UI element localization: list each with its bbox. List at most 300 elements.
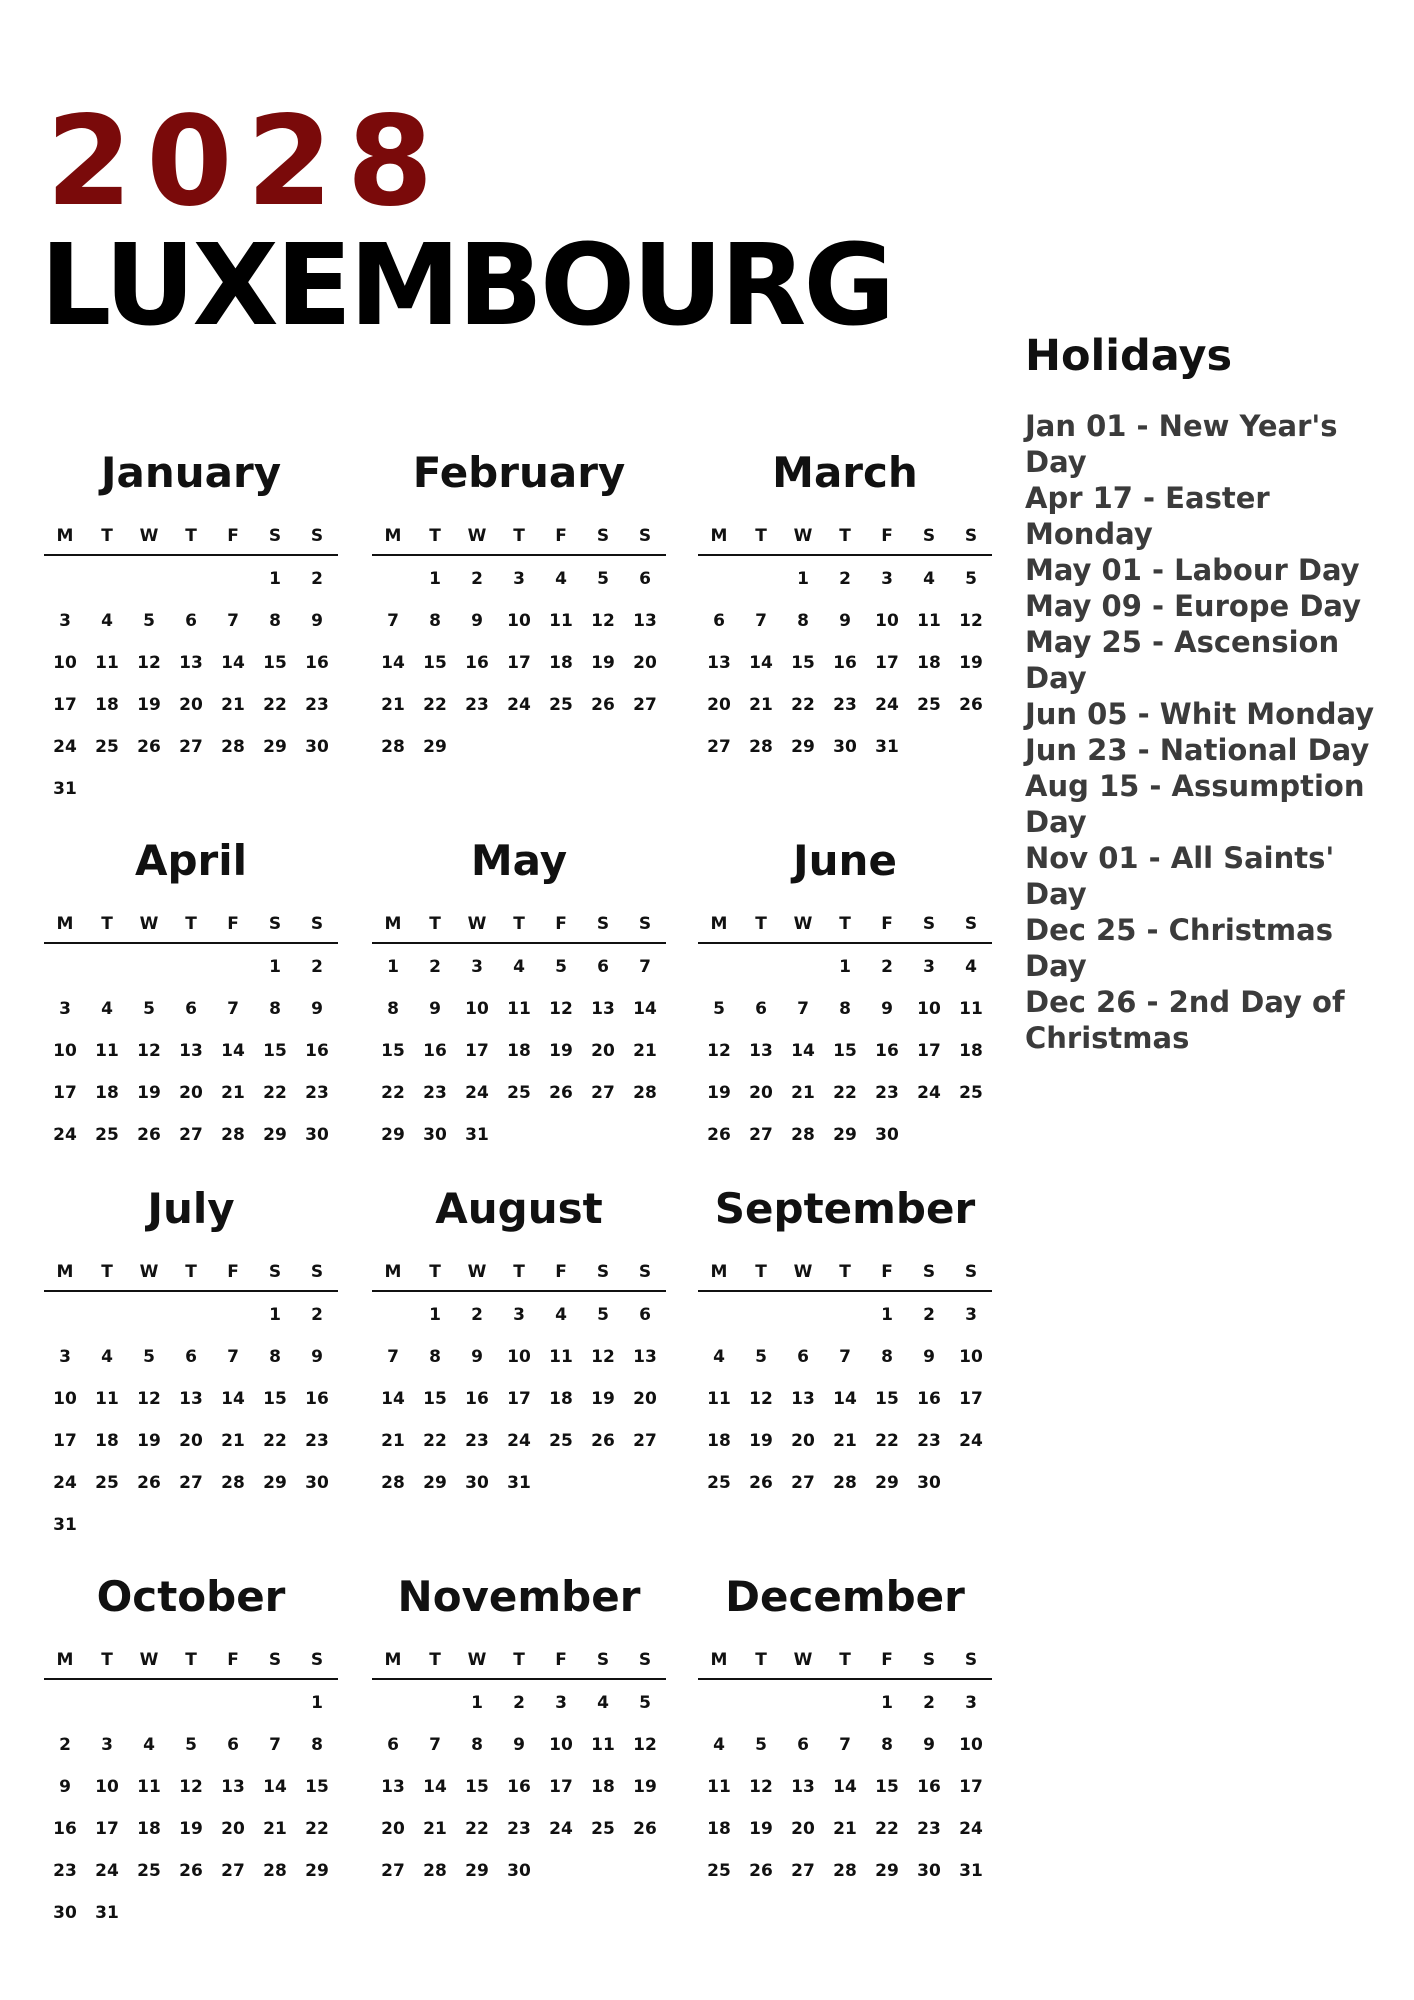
day-grid	[372, 1692, 666, 1902]
weekday-label: T	[185, 914, 197, 934]
day-cell: 30	[423, 1125, 447, 1145]
weekday-label: W	[467, 526, 487, 546]
day-cell: 9	[471, 611, 483, 631]
day-cell: 1	[387, 957, 399, 977]
day-cell: 25	[95, 1473, 119, 1493]
day-cell: 16	[875, 1041, 899, 1061]
day-cell: 16	[917, 1389, 941, 1409]
empty-cell	[86, 1692, 128, 1734]
weekday-label: T	[513, 1262, 525, 1282]
day-cell: 22	[465, 1819, 489, 1839]
weekday-label: M	[56, 526, 74, 546]
weekday-label: W	[139, 1262, 159, 1282]
day-cell: 21	[221, 1431, 245, 1451]
month-name: February	[412, 448, 626, 497]
day-cell: 8	[471, 1735, 483, 1755]
holiday-item: Jan 01 - New Year's Day	[1025, 409, 1338, 479]
day-cell: 19	[137, 695, 161, 715]
day-cell: 2	[59, 1735, 71, 1755]
empty-cell	[254, 1692, 296, 1734]
day-cell: 27	[179, 1473, 203, 1493]
day-cell: 5	[713, 999, 725, 1019]
day-cell: 6	[713, 611, 725, 631]
day-cell: 22	[875, 1431, 899, 1451]
day-cell: 10	[53, 1389, 77, 1409]
day-cell: 12	[591, 1347, 615, 1367]
day-cell: 9	[923, 1735, 935, 1755]
day-cell: 6	[797, 1735, 809, 1755]
day-cell: 4	[597, 1693, 609, 1713]
day-cell: 7	[639, 957, 651, 977]
holiday-item: May 01 - Labour Day	[1025, 553, 1360, 587]
weekday-label: T	[513, 1650, 525, 1670]
month-september	[698, 1184, 992, 1514]
day-cell: 28	[633, 1083, 657, 1103]
day-cell: 5	[597, 569, 609, 589]
day-cell: 8	[269, 1347, 281, 1367]
day-cell: 2	[471, 1305, 483, 1325]
day-cell: 8	[881, 1735, 893, 1755]
day-cell: 19	[591, 1389, 615, 1409]
day-cell: 8	[387, 999, 399, 1019]
day-cell: 24	[507, 1431, 531, 1451]
day-cell: 20	[179, 1431, 203, 1451]
day-cell: 20	[179, 1083, 203, 1103]
weekday-label: S	[268, 526, 282, 546]
holiday-item: Apr 17 - Easter Monday	[1025, 481, 1270, 551]
weekday-label: F	[227, 1650, 239, 1670]
empty-cell	[44, 568, 86, 610]
empty-cell	[212, 1692, 254, 1734]
day-cell: 16	[53, 1819, 77, 1839]
weekday-label: S	[638, 1262, 652, 1282]
day-cell: 7	[227, 999, 239, 1019]
day-cell: 25	[549, 1431, 573, 1451]
day-cell: 1	[311, 1693, 323, 1713]
day-cell: 10	[95, 1777, 119, 1797]
day-cell: 19	[749, 1819, 773, 1839]
weekday-label: M	[56, 1650, 74, 1670]
day-cell: 16	[507, 1777, 531, 1797]
empty-cell	[212, 956, 254, 998]
day-cell: 3	[923, 957, 935, 977]
day-cell: 3	[881, 569, 893, 589]
day-cell: 11	[95, 1389, 119, 1409]
day-cell: 18	[507, 1041, 531, 1061]
weekday-label: W	[139, 914, 159, 934]
day-cell: 20	[791, 1431, 815, 1451]
empty-cell	[824, 1692, 866, 1734]
day-cell: 24	[507, 695, 531, 715]
weekday-label: T	[755, 914, 767, 934]
day-cell: 11	[707, 1777, 731, 1797]
day-cell: 16	[917, 1777, 941, 1797]
day-cell: 7	[755, 611, 767, 631]
day-cell: 28	[381, 1473, 405, 1493]
day-cell: 4	[143, 1735, 155, 1755]
day-cell: 7	[227, 1347, 239, 1367]
day-cell: 24	[549, 1819, 573, 1839]
weekday-label: M	[56, 914, 74, 934]
weekday-header-row	[698, 1648, 992, 1680]
day-cell: 24	[95, 1861, 119, 1881]
day-cell: 2	[311, 569, 323, 589]
empty-cell	[128, 956, 170, 998]
empty-cell	[372, 1304, 414, 1346]
weekday-label: S	[922, 914, 936, 934]
month-august	[372, 1184, 666, 1514]
weekday-label: M	[384, 526, 402, 546]
day-cell: 6	[797, 1347, 809, 1367]
weekday-label: S	[922, 1262, 936, 1282]
day-cell: 12	[549, 999, 573, 1019]
weekday-label: T	[185, 1262, 197, 1282]
weekday-label: F	[881, 526, 893, 546]
day-cell: 2	[881, 957, 893, 977]
day-cell: 2	[311, 1305, 323, 1325]
weekday-label: S	[964, 914, 978, 934]
day-cell: 9	[881, 999, 893, 1019]
day-cell: 22	[791, 695, 815, 715]
day-cell: 25	[95, 737, 119, 757]
day-cell: 29	[263, 737, 287, 757]
day-cell: 23	[917, 1431, 941, 1451]
day-cell: 21	[833, 1431, 857, 1451]
day-cell: 11	[507, 999, 531, 1019]
weekday-header-row	[372, 1260, 666, 1292]
holiday-item: Jun 23 - National Day	[1025, 733, 1370, 767]
day-cell: 27	[791, 1861, 815, 1881]
day-cell: 6	[755, 999, 767, 1019]
day-cell: 11	[959, 999, 983, 1019]
weekday-label: W	[793, 914, 813, 934]
day-cell: 8	[881, 1347, 893, 1367]
day-cell: 28	[381, 737, 405, 757]
day-cell: 17	[875, 653, 899, 673]
day-cell: 23	[507, 1819, 531, 1839]
weekday-label: S	[964, 1650, 978, 1670]
weekday-label: T	[755, 1262, 767, 1282]
day-cell: 15	[465, 1777, 489, 1797]
day-cell: 2	[311, 957, 323, 977]
empty-cell	[698, 1304, 740, 1346]
day-cell: 15	[263, 1389, 287, 1409]
day-cell: 10	[507, 1347, 531, 1367]
day-cell: 9	[311, 1347, 323, 1367]
day-cell: 18	[959, 1041, 983, 1061]
day-cell: 17	[507, 1389, 531, 1409]
day-cell: 12	[137, 1041, 161, 1061]
day-grid	[372, 1304, 666, 1514]
day-cell: 21	[263, 1819, 287, 1839]
empty-cell	[740, 568, 782, 610]
day-cell: 22	[263, 1431, 287, 1451]
day-cell: 25	[959, 1083, 983, 1103]
day-cell: 9	[311, 999, 323, 1019]
day-cell: 16	[305, 1389, 329, 1409]
day-cell: 7	[387, 611, 399, 631]
empty-cell	[128, 1692, 170, 1734]
day-cell: 10	[959, 1735, 983, 1755]
day-cell: 10	[507, 611, 531, 631]
holiday-item: Dec 25 - Christmas Day	[1025, 913, 1333, 983]
day-cell: 14	[221, 1389, 245, 1409]
weekday-label: T	[429, 1262, 441, 1282]
day-cell: 8	[269, 611, 281, 631]
empty-cell	[86, 956, 128, 998]
day-cell: 27	[791, 1473, 815, 1493]
day-cell: 27	[179, 737, 203, 757]
day-cell: 24	[959, 1431, 983, 1451]
weekday-label: W	[467, 1650, 487, 1670]
day-cell: 10	[875, 611, 899, 631]
day-cell: 7	[839, 1735, 851, 1755]
day-cell: 13	[633, 611, 657, 631]
day-cell: 29	[833, 1125, 857, 1145]
day-cell: 31	[53, 779, 77, 799]
day-cell: 13	[221, 1777, 245, 1797]
empty-cell	[212, 568, 254, 610]
country-heading: LUXEMBOURG	[40, 221, 893, 351]
holiday-item: May 09 - Europe Day	[1025, 589, 1361, 623]
day-cell: 29	[381, 1125, 405, 1145]
day-cell: 10	[917, 999, 941, 1019]
day-cell: 11	[549, 1347, 573, 1367]
day-grid	[698, 956, 992, 1166]
day-cell: 13	[179, 653, 203, 673]
empty-cell	[128, 568, 170, 610]
day-cell: 30	[53, 1903, 77, 1923]
empty-cell	[170, 956, 212, 998]
day-cell: 10	[53, 1041, 77, 1061]
weekday-label: T	[839, 914, 851, 934]
day-cell: 31	[95, 1903, 119, 1923]
day-cell: 19	[179, 1819, 203, 1839]
weekday-header-row	[698, 912, 992, 944]
day-cell: 21	[633, 1041, 657, 1061]
day-cell: 2	[471, 569, 483, 589]
day-cell: 1	[269, 569, 281, 589]
day-cell: 10	[465, 999, 489, 1019]
day-cell: 20	[221, 1819, 245, 1839]
weekday-label: M	[710, 1262, 728, 1282]
month-july	[44, 1184, 338, 1556]
day-cell: 7	[269, 1735, 281, 1755]
weekday-header-row	[44, 912, 338, 944]
weekday-header-row	[44, 524, 338, 556]
day-cell: 30	[875, 1125, 899, 1145]
day-cell: 20	[791, 1819, 815, 1839]
day-cell: 3	[513, 1305, 525, 1325]
day-grid	[44, 568, 338, 820]
day-cell: 5	[143, 1347, 155, 1367]
day-cell: 30	[305, 737, 329, 757]
weekday-label: W	[467, 1262, 487, 1282]
day-cell: 30	[917, 1861, 941, 1881]
weekday-label: M	[710, 914, 728, 934]
day-cell: 14	[381, 1389, 405, 1409]
day-cell: 30	[833, 737, 857, 757]
day-cell: 16	[305, 1041, 329, 1061]
day-cell: 14	[381, 653, 405, 673]
day-cell: 7	[429, 1735, 441, 1755]
day-cell: 22	[875, 1819, 899, 1839]
day-cell: 16	[465, 653, 489, 673]
day-cell: 3	[59, 999, 71, 1019]
day-cell: 10	[53, 653, 77, 673]
day-cell: 17	[53, 1083, 77, 1103]
empty-cell	[698, 568, 740, 610]
weekday-label: S	[310, 1262, 324, 1282]
weekday-label: T	[755, 526, 767, 546]
weekday-label: T	[429, 1650, 441, 1670]
day-cell: 13	[791, 1389, 815, 1409]
weekday-label: T	[755, 1650, 767, 1670]
day-cell: 19	[959, 653, 983, 673]
day-cell: 19	[591, 653, 615, 673]
day-cell: 18	[917, 653, 941, 673]
empty-cell	[824, 1304, 866, 1346]
empty-cell	[170, 1304, 212, 1346]
day-cell: 10	[549, 1735, 573, 1755]
weekday-label: S	[596, 1262, 610, 1282]
day-cell: 12	[749, 1389, 773, 1409]
day-cell: 25	[137, 1861, 161, 1881]
month-name: October	[96, 1572, 286, 1621]
weekday-label: T	[839, 526, 851, 546]
day-cell: 8	[269, 999, 281, 1019]
day-cell: 30	[305, 1125, 329, 1145]
day-cell: 28	[833, 1473, 857, 1493]
day-cell: 15	[263, 1041, 287, 1061]
weekday-label: S	[310, 914, 324, 934]
day-cell: 1	[269, 1305, 281, 1325]
day-cell: 7	[387, 1347, 399, 1367]
empty-cell	[740, 956, 782, 998]
day-cell: 13	[179, 1041, 203, 1061]
month-name: July	[147, 1184, 235, 1233]
day-cell: 15	[423, 1389, 447, 1409]
empty-cell	[44, 956, 86, 998]
day-cell: 11	[95, 653, 119, 673]
day-cell: 15	[833, 1041, 857, 1061]
day-cell: 10	[959, 1347, 983, 1367]
day-cell: 30	[305, 1473, 329, 1493]
day-cell: 27	[221, 1861, 245, 1881]
day-cell: 24	[875, 695, 899, 715]
day-cell: 5	[143, 611, 155, 631]
day-cell: 5	[639, 1693, 651, 1713]
month-october	[44, 1572, 338, 1944]
weekday-label: F	[555, 1650, 567, 1670]
day-cell: 1	[269, 957, 281, 977]
day-cell: 12	[959, 611, 983, 631]
day-cell: 19	[633, 1777, 657, 1797]
day-cell: 9	[839, 611, 851, 631]
weekday-label: S	[268, 914, 282, 934]
day-cell: 8	[311, 1735, 323, 1755]
day-cell: 26	[179, 1861, 203, 1881]
day-cell: 7	[797, 999, 809, 1019]
empty-cell	[740, 1304, 782, 1346]
day-cell: 22	[263, 695, 287, 715]
day-cell: 21	[749, 695, 773, 715]
month-march	[698, 448, 992, 778]
day-cell: 31	[875, 737, 899, 757]
day-cell: 26	[137, 737, 161, 757]
holidays-panel	[1025, 331, 1395, 1056]
day-cell: 9	[311, 611, 323, 631]
day-cell: 27	[381, 1861, 405, 1881]
day-cell: 19	[549, 1041, 573, 1061]
day-cell: 29	[875, 1861, 899, 1881]
day-cell: 8	[429, 1347, 441, 1367]
weekday-header-row	[372, 912, 666, 944]
weekday-label: F	[881, 914, 893, 934]
weekday-label: F	[555, 526, 567, 546]
day-cell: 21	[833, 1819, 857, 1839]
month-name: December	[725, 1572, 965, 1621]
day-cell: 30	[465, 1473, 489, 1493]
day-cell: 27	[749, 1125, 773, 1145]
day-cell: 17	[465, 1041, 489, 1061]
day-cell: 3	[471, 957, 483, 977]
day-cell: 20	[179, 695, 203, 715]
day-cell: 18	[95, 1083, 119, 1103]
day-cell: 28	[221, 1473, 245, 1493]
weekday-label: T	[101, 526, 113, 546]
day-cell: 9	[429, 999, 441, 1019]
weekday-label: T	[101, 1650, 113, 1670]
weekday-label: T	[101, 914, 113, 934]
empty-cell	[170, 1692, 212, 1734]
day-cell: 3	[59, 611, 71, 631]
weekday-label: F	[227, 914, 239, 934]
day-cell: 13	[591, 999, 615, 1019]
day-cell: 25	[707, 1473, 731, 1493]
day-cell: 6	[639, 569, 651, 589]
day-cell: 26	[591, 695, 615, 715]
day-cell: 6	[387, 1735, 399, 1755]
day-cell: 3	[555, 1693, 567, 1713]
day-cell: 2	[513, 1693, 525, 1713]
weekday-label: W	[793, 1650, 813, 1670]
weekday-label: T	[513, 526, 525, 546]
weekday-label: M	[384, 1650, 402, 1670]
weekday-label: F	[555, 1262, 567, 1282]
day-cell: 24	[53, 737, 77, 757]
empty-cell	[128, 1304, 170, 1346]
day-cell: 1	[881, 1693, 893, 1713]
day-cell: 19	[749, 1431, 773, 1451]
weekday-label: W	[467, 914, 487, 934]
weekday-label: M	[710, 1650, 728, 1670]
day-cell: 23	[305, 1083, 329, 1103]
day-cell: 20	[591, 1041, 615, 1061]
empty-cell	[44, 1692, 86, 1734]
day-cell: 18	[137, 1819, 161, 1839]
day-cell: 18	[591, 1777, 615, 1797]
day-cell: 31	[53, 1515, 77, 1535]
day-cell: 20	[381, 1819, 405, 1839]
day-cell: 3	[513, 569, 525, 589]
holiday-list	[1025, 408, 1395, 1056]
day-cell: 18	[707, 1819, 731, 1839]
day-cell: 9	[923, 1347, 935, 1367]
day-cell: 27	[591, 1083, 615, 1103]
day-cell: 3	[965, 1305, 977, 1325]
weekday-label: F	[227, 1262, 239, 1282]
